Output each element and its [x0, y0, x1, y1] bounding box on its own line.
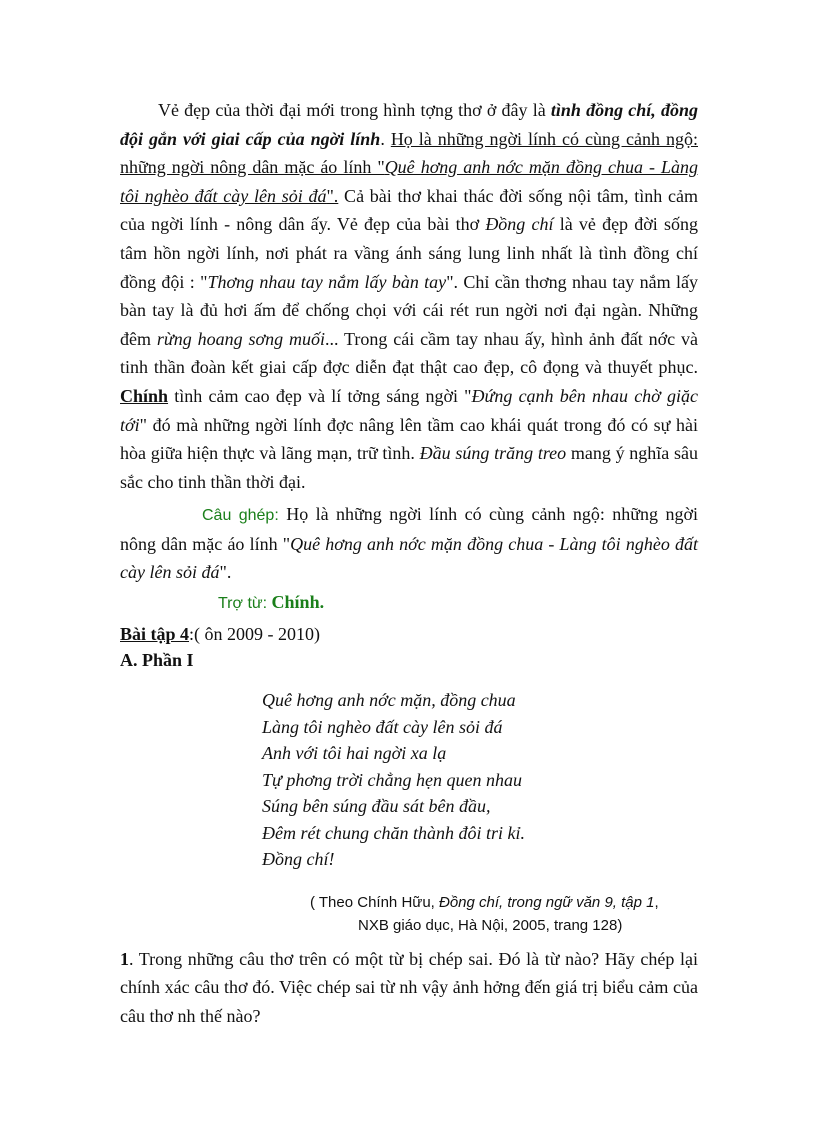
italic-text: Đầu súng trăng treo	[419, 443, 567, 464]
underlined-text: Họ là những ngời lính có cùng cảnh ngộ: những ngời nông dân mặc áo lính "	[120, 128, 698, 178]
underlined-quote: Quê hơng anh nớc mặn đồng chua - Làng tôi nghèo đất cày lên sỏi đá	[120, 157, 698, 206]
text-span: ". Chỉ cần thơng nhau tay nắm lấy bàn tay là đủ hơi ấm để chống chọi với cái rét run ngời nơi đại ngàn. Những đêm	[120, 271, 699, 349]
text-span: ( Theo Chính Hữu,	[310, 893, 439, 911]
section-heading: A. Phần I	[120, 650, 194, 671]
particle-value: Chính.	[267, 592, 325, 613]
italic-quote: Quê hơng anh nớc mặn đồng chua - Làng tôi nghèo đất cày lên sỏi đá	[120, 534, 698, 583]
poem-line: Đêm rét chung chăn thành đôi tri kỉ.	[262, 822, 525, 843]
italic-text: Đồng chí	[485, 214, 554, 235]
exercise-heading	[120, 621, 698, 647]
text-span: Vẻ đẹp của thời đại mới trong hình tợng thơ ở đây là	[158, 100, 551, 120]
particle-label: Trợ từ:	[218, 595, 268, 613]
text-span: tình cảm cao đẹp và lí tởng sáng ngời "	[168, 385, 472, 406]
italic-quote: Đứng cạnh bên nhau chờ giặc tới	[120, 385, 698, 435]
text-span: Cả bài thơ khai thác đời sống nội tâm, tình cảm của ngời lính - nông dân ấy. Vẻ đẹp của bài thơ	[120, 185, 698, 235]
italic-quote: Thơng nhau tay nắm lấy bàn tay	[207, 271, 447, 292]
text-span: là vẻ đẹp đời sống tâm hồn ngời lính, nơi phát ra vầng ánh sáng lung linh nhất là tình đồng chí đồng đội : "	[120, 214, 698, 292]
exercise-subtitle: :( ôn 2009 - 2010)	[189, 624, 320, 645]
analysis-paragraph	[120, 96, 698, 496]
bold-underlined-word: Chính	[120, 385, 169, 406]
poem-block	[262, 687, 698, 873]
italic-text: Đồng chí, trong ngữ văn 9, tập 1	[439, 893, 655, 911]
source-line-2: NXB giáo dục, Hà Nội, 2005, trang 128)	[358, 916, 623, 934]
text-span: ".	[219, 562, 232, 583]
poem-line: Súng bên súng đầu sát bên đầu,	[262, 796, 491, 817]
text-span: ... Trong cái cầm tay nhau ấy, hình ảnh đất nớc và tinh thần đoàn kết giai cấp đợc diễn đạt thật cao đẹp, cô đọng và thuyết phục.	[120, 328, 698, 378]
text-span: mang ý nghĩa sâu sắc cho tinh thần thời đại.	[120, 443, 698, 492]
poem-line: Làng tôi nghèo đất cày lên sỏi đá	[262, 716, 503, 737]
emphasis-text: tình đồng chí, đồng đội gắn với giai cấp của ngời lính	[120, 100, 698, 149]
particle-example	[120, 592, 698, 613]
text-span: Họ là những ngời lính có cùng cảnh ngộ: những ngời nông dân mặc áo lính "	[120, 504, 698, 555]
document-page	[120, 96, 698, 1031]
exercise-title: Bài tập 4	[120, 624, 190, 645]
text-span: .	[380, 128, 391, 149]
source-line-1	[120, 891, 698, 914]
poem-line: Quê hơng anh nớc mặn, đồng chua	[262, 690, 516, 711]
compound-sentence-label: Câu ghép:	[202, 507, 279, 525]
compound-sentence-example	[120, 500, 698, 586]
text-span: " đó mà những ngời lính đợc nâng lên tầm cao khái quát trong đó có sự hài hòa giữa hiện thực và lãng mạn, trữ tình.	[120, 414, 698, 464]
question-text: . Trong những câu thơ trên có một từ bị chép sai. Đó là từ nào? Hãy chép lại chính xác câu thơ đó. Việc chép sai từ nh vậy ảnh hởng đến giá trị biểu cảm của câu thơ nh thế nào?	[120, 948, 698, 1026]
poem-source	[120, 891, 698, 937]
text-span: ,	[654, 893, 659, 911]
italic-text: rừng hoang sơng muối	[156, 328, 325, 349]
underlined-text: ".	[326, 185, 339, 206]
poem-line: Đồng chí!	[262, 849, 335, 870]
question-number: 1	[120, 948, 129, 969]
poem-line: Tự phơng trời chẳng hẹn quen nhau	[262, 769, 523, 790]
poem-line: Anh với tôi hai ngời xa lạ	[262, 743, 447, 764]
question-1	[120, 945, 698, 1031]
